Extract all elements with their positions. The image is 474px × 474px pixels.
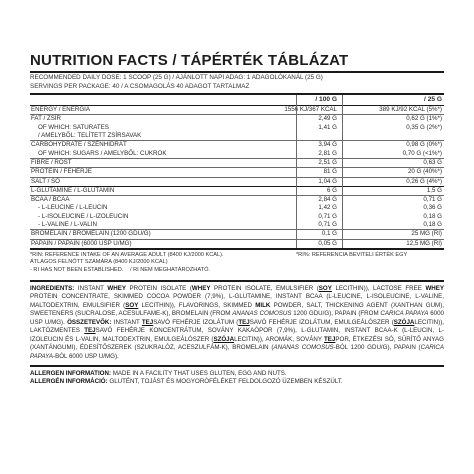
allergen-word: WHEY (425, 284, 444, 292)
table-row (30, 239, 444, 248)
allergen-word: SOY (318, 284, 332, 292)
value-per-25g: 12,5 MG (RI) (406, 239, 442, 247)
value-per-100g: 0,05 G (318, 239, 337, 247)
value-per-100g: 1,04 G (318, 177, 337, 185)
value-per-100g: 2,81 G (318, 149, 337, 157)
footnote-hu-1: *RI%: REFERENCIA BEVITELI ÉRTÉK EGY (296, 251, 408, 258)
table-row (30, 158, 444, 167)
latin-name: CARICA PAPAYA (380, 310, 429, 318)
value-per-25g: 0,62 G (1%*) (406, 115, 442, 123)
ingredients-segment: LECITHIN)), FLAVORINGS, SKIMMED (138, 301, 256, 309)
nutrient-name: - L-VALINE / L-VALIN (38, 221, 97, 229)
column-divider-2 (342, 95, 343, 248)
table-row (30, 167, 444, 176)
allergen-info-hu (30, 378, 444, 386)
table-row (30, 106, 444, 114)
column-per-25g: / 25 G (424, 96, 442, 104)
ingredients-segment: SAVÓ FEHÉRJE IZOLÁTUM ( (153, 318, 239, 326)
allergen-word: WHEY (107, 284, 126, 292)
value-per-100g: 81 G (323, 168, 337, 176)
nutrient-name: OF WHICH: SUGARS / AMELYBŐL: CUKROK (38, 149, 167, 157)
value-per-25g: 1,5 G (426, 186, 442, 194)
ingredients-segment: POWDER, SALT, THICKENING AGENT (XANTHAN GUM), SWEETENERS (SUCRALOSE, ACESULFAME-K), BROMELAIN (FROM (30, 301, 444, 318)
table-rows (30, 105, 444, 248)
value-per-25g: 0,98 G (0%*) (406, 141, 442, 149)
table-row (30, 186, 444, 195)
value-per-100g: 2,49 G (318, 115, 337, 123)
value-per-100g: 2,51 G (318, 158, 337, 166)
nutrient-name: SALT / SÓ (31, 177, 60, 185)
servings-text: SERVINGS PER PACKAGE: 40 / A CSOMAGOLÁS 40 ADAGOT TARTALMAZ (30, 82, 250, 90)
value-per-25g: 0,63 G (423, 158, 442, 166)
table-row (30, 213, 444, 221)
ingredients-segment: LECITHIN)), LACTOSE FREE (331, 284, 426, 292)
table-row (30, 195, 444, 204)
value-per-25g: 0,70 G (<1%*) (402, 149, 442, 157)
value-per-25g: 0,36 G (423, 204, 442, 212)
ingredients-segment: SAVÓ FEHÉRJE IZOLÁTUM, EMULGEÁLÓSZER ( (249, 318, 394, 326)
ingredients-segment: INSTANT (74, 284, 108, 292)
allergen-word: TEJ (238, 318, 250, 326)
value-per-100g: 0,71 G (318, 212, 337, 220)
table-row (30, 221, 444, 229)
nutrient-name: PAPAIN / PAPAIN (6000 USP U/MG) (31, 239, 132, 247)
nutrient-name: FIBRE / ROST (31, 158, 72, 166)
nutrient-name: - L-LEUCINE / L-LEUCIN (38, 204, 108, 212)
allergen-word: SZÓJA (213, 335, 235, 343)
value-per-100g: 3,94 G (318, 141, 337, 149)
table-row (30, 177, 444, 186)
column-divider-1 (296, 95, 297, 248)
value-per-25g: 0,18 G (423, 221, 442, 229)
table-row (30, 114, 444, 123)
value-per-100g: 1,41 G (318, 123, 337, 131)
footnote-ri-en: - RI HAS NOT BEEN ESTABLISHED. (30, 266, 124, 273)
allergen-label-en: ALLERGEN INFORMATION: (30, 370, 112, 378)
footnote-en: *RIN: REFERENCE INTAKE OF AN AVERAGE ADULT (8400 KJ/2000 KCAL). (30, 251, 224, 258)
value-per-25g: 0,71 G (423, 196, 442, 204)
value-per-25g: 0,35 G (2%*) (406, 123, 442, 131)
allergen-text-en: MADE IN A FACILITY THAT USES GLUTEN, EGG AND NUTS. (111, 370, 287, 378)
ingredients-segment: INSTANT (111, 318, 142, 326)
allergen-word: SZÓJA (393, 318, 415, 326)
ingredients-segment: LECITIN)), AROMÁK, SOVÁNY (234, 335, 325, 343)
nutrient-name: BCAA / BCAA (31, 196, 70, 204)
value-per-25g: 20 G (40%*) (407, 168, 442, 176)
ingredients-segment: POR, ÉTKEZÉSI SÓ, SŰRÍTŐ ANYAG (XANTÁNGUMI), ÉDESÍTŐSZEREK (SZUKRALÓZ, ACESZULFÁM-K), BROMELAIN ( (30, 335, 444, 352)
table-row (30, 124, 444, 132)
nutrient-name: OF WHICH: SATURATES (38, 123, 109, 131)
nutrient-name: ENERGY / ENERGIA (31, 106, 91, 114)
ingredients-label-en: INGREDIENTS: (30, 284, 75, 292)
nutrient-name: - L-ISOLEUCINE / L-IZOLEUCIN (38, 212, 129, 220)
nutrient-name: / AMELYBŐL: TELÍTETT ZSÍRSAVAK (38, 132, 142, 140)
value-per-25g: 25 MG (RI) (411, 230, 442, 238)
value-per-100g: 1556 KJ/367 KCAL (284, 106, 337, 114)
ingredients-segment: -BÓL 6000 USP U/MG). (53, 352, 119, 360)
table-row (30, 229, 444, 238)
column-per-100g: / 100 G (315, 96, 337, 104)
value-per-100g: 6 G (327, 186, 337, 194)
page-title: NUTRITION FACTS / TÁPÉRTÉK TÁBLÁZAT (30, 52, 349, 69)
nutrient-name: CARBOHYDRATE / SZÉNHIDRÁT (31, 141, 127, 149)
allergen-label-hu: ALLERGÉN INFORMÁCIÓ: (30, 378, 108, 386)
value-per-100g: 0,1 G (321, 230, 337, 238)
value-per-25g: 0,18 G (423, 212, 442, 220)
daily-dose-text: RECOMMENDED DAILY DOSE: 1 SCOOP (25 G) / AJÁNLOTT NAPI ADAG: 1 ADAGOLÓKANÁL (25 G) (30, 74, 323, 81)
footnotes (30, 252, 444, 278)
table-row (30, 140, 444, 149)
allergen-word: TEJ (141, 318, 154, 326)
allergen-word: MILK (255, 301, 271, 309)
ingredients-label-hu: ÖSSZETEVŐK: (67, 318, 112, 326)
ingredients-segment: PROTEIN ISOLATE ( (125, 284, 192, 292)
value-per-100g: 1,42 G (318, 204, 337, 212)
allergen-word: TEJ (84, 327, 96, 335)
latin-name: ANANAS COMOSUS (273, 344, 334, 352)
latin-name: CARICA PAPAYA (30, 344, 444, 360)
ingredients-segment: SAVÓ FEHÉRJE KONCENTRÁTUM, SOVÁNY KAKAÓPOR (7,9%), L-GLUTAMIN, INSTANT BCAA-K (L-LEUCIN, L-IZOLEUCIN ÉS L-VALIN, MALTODEXTRIN, EMULGEÁLÓSZER ( (30, 327, 444, 343)
ingredients-segment: 6000 USP U/MG). (30, 310, 444, 326)
nutrient-name: PROTEIN / FEHÉRJE (31, 168, 92, 176)
value-per-25g: 0,26 G (4%*) (406, 177, 442, 185)
ingredients-segment: PROTEIN CONCENTRATE, SKIMMED COCOA POWDER (7,9%), L-GLUTAMINE, INSTANT BCAA (L-LEUCINE, L-ISOLEUCINE, L-VALINE, MALTODEXTRIN, EMULSIFIER ( (30, 293, 444, 309)
value-per-100g: 2,84 G (318, 196, 337, 204)
nutrient-name: L-GLUTAMINE / L-GLUTAMIN (31, 186, 115, 194)
footnote-ri-hu: / RI NEM MEGHATÁROZHATÓ. (130, 266, 210, 273)
ingredients-segment: PROTEIN ISOLATE, EMULSIFIER ( (210, 284, 319, 292)
allergen-word: SOY (125, 301, 139, 309)
ingredients-text (30, 282, 444, 361)
allergen-info-en (30, 367, 444, 378)
allergen-text-hu: GLUTÉNT, TOJÁST ÉS MOGYORÓFÉLÉKET FELDOLGOZÓ ÜZEMBEN KÉSZÜLT. (107, 378, 343, 386)
table-bottom-divider (30, 248, 444, 250)
ingredients-segment: 1200 GDU/G), PAPAIN (FROM (291, 310, 381, 318)
ingredients-segment: LECITIN)), LAKTÓZMENTES (30, 318, 444, 335)
nutrition-panel (30, 52, 444, 387)
nutrition-table (30, 95, 444, 248)
nutrient-name: FAT / ZSÍR (31, 115, 62, 123)
allergen-word: TEJ (324, 335, 336, 343)
table-row (30, 150, 444, 158)
value-per-100g: 0,71 G (318, 221, 337, 229)
nutrient-name: BROMELAIN / BROMELAIN (1200 GDU/G) (31, 230, 151, 238)
table-header (30, 95, 444, 105)
latin-name: ANANAS COMOSUS (232, 310, 292, 318)
value-per-25g: 389 KJ/92 KCAL (5%*) (379, 106, 442, 114)
ingredients-segment: -BÓL 1200 GDU/G), PAPAIN ( (333, 344, 421, 352)
table-row (30, 204, 444, 212)
table-row (30, 132, 444, 140)
allergen-word: WHEY (191, 284, 211, 292)
footnote-hu-2: ÁTLAGOS FELNŐTT SZÁMÁRA (8400 KJ/2000 KCAL) (30, 259, 168, 266)
